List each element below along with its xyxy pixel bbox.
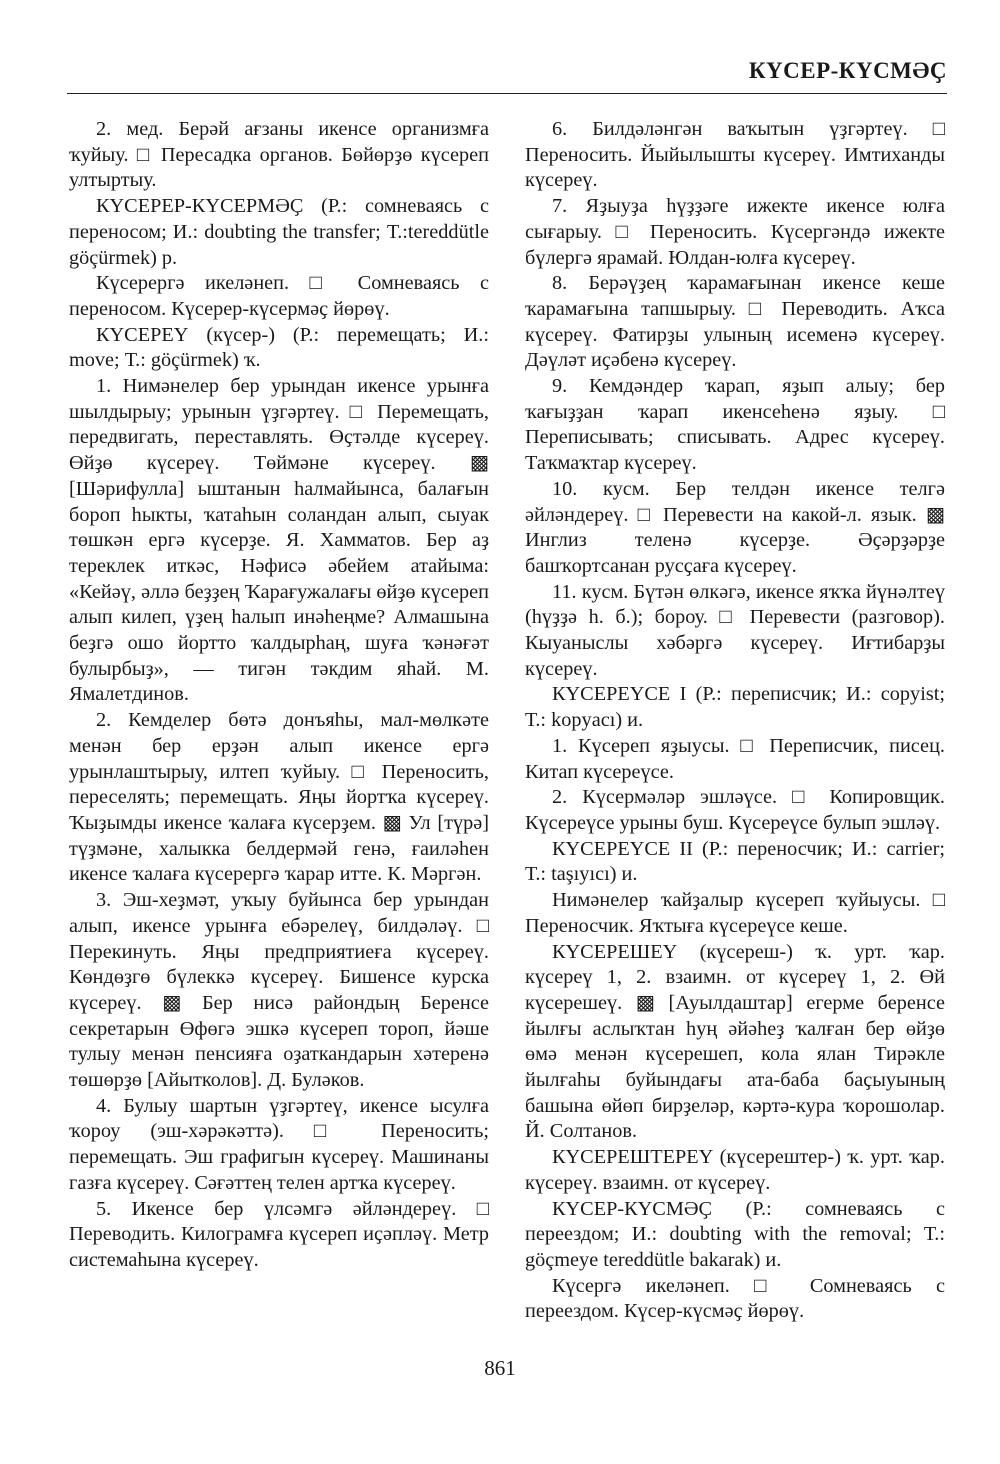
- entry-paragraph: 2. мед. Берәй ағзаны икенсе организмға ҡуйыу. □ Пересадка органов. Бөйөрҙө күсереп ултыртыу.: [69, 118, 489, 192]
- entry-paragraph: 10. кусм. Бер телдән икенсе телгә әйләндереү. □ Перевести на какой-л. язык. ▩ Инглиз теленә күсерҙе. Әҫәрҙәрҙе башҡортсанан русҫаға күсереү.: [525, 477, 945, 577]
- entry-paragraph: КҮСЕРЕҮ (күсер-) (Р.: перемещать; И.: move; Т.: göçürmek) ҡ.: [69, 323, 489, 372]
- entry-paragraph: 1. Нимәнелер бер урындан икенсе урынға шылдырыу; урынын үҙгәртеү. □ Перемещать, передвигать, переставлять. Өҫтәлде күсереү. Өйҙө күсереү. Төймәне күсереү. ▩ [Шәрифулла] ыштанын һалмайынса, балағын бороп һыкты, ҡатаһын соландан алып, сыуак төшкән ергә күсерҙе. Я. Хамматов. Бер аҙ тереклек иткәс, Нәфисә әбейем атайыма: «Кейәү, әллә беҙҙең Ҡарағужалағы өйҙө күсереп алып килеп, үҙең һалып инәһеңме? Алмашына беҙгә ошо йортто ҡалдырһаң, шуға ҡәнәғәт булырбыҙ», — тигән тәкдим яһай. М. Ямалетдинов.: [69, 375, 489, 706]
- entry-paragraph: 2. Күсермәләр эшләүсе. □ Копировщик. Күсереүсе урыны буш. Күсереүсе булып эшләү.: [525, 786, 945, 834]
- entry-paragraph: 4. Булыу шартын үҙгәртеү, икенсе ысулға ҡороу (эш-хәрәкәттә). □ Переносить; перемещать. Эш графигын күсереү. Машинаны газға күсереү. Сәғәттең телен артҡа күсереү.: [69, 1094, 489, 1194]
- entry-paragraph: 5. Икенсе бер үлсәмгә әйләндереү. □ Переводить. Килограмға күсереп иҫәпләү. Метр системаһына күсереү.: [69, 1197, 489, 1271]
- entry-paragraph: 6. Билдәләнгән ваҡытын үҙгәртеү. □ Переносить. Йыйылышты күсереү. Имтиханды күсереү.: [525, 118, 945, 192]
- entry-paragraph: 3. Эш-хеҙмәт, уҡыу буйынса бер урындан алып, икенсе урынға ебәрелеү, билдәләү. □ Перекинуть. Яңы предприятиеға күсереү. Көндөҙгө бүлеккә күсереү. Бишенсе курска күсереү. ▩ Бер нисә районды‌ң Беренсе секретарын Өфөгә эшкә күсереп тороп, йәше тулыу менән пенсияға оҙаткандарын хәтеренә төшөрҙө [Айытколов]. Д. Буләков.: [69, 889, 489, 1092]
- left-column: [69, 117, 489, 1274]
- entry-paragraph: 7. Яҙыуҙа һүҙҙәге ижекте икенсе юлға сығарыу. □ Переносить. Күсергәндә ижекте бүлергә ярамай. Юлдан-юлға күсереү.: [525, 195, 945, 269]
- entry-paragraph: 8. Берәүҙең ҡарамағынан икенсе кеше ҡарамағына тапшырыу. □ Переводить. Аҡса күсереү. Фатирҙы улының исеменә күсереү. Дәүләт иҫәбенә күсереү.: [525, 272, 945, 372]
- entry-paragraph: 11. кусм. Бүтән өлкәгә, икенсе яҡҡа йүнәлтеү (һүҙҙә һ. б.); бороу. □ Перевести (разговор). Кыуаныслы хәбәргә күсереү. Иғтибарҙы күсереү.: [525, 580, 945, 680]
- entry-paragraph: 2. Кемделер бөтә донъяһы, мал-мөлкәте менән бер ерҙән алып икенсе ергә урынлаштырыу, илтеп ҡуйыу. □ Переносить, переселять; перемещать. Яңы йортҡа күсереү. Ҡыҙымды икенсе ҡалаға күсерҙем. ▩ Ул [түрә] түҙмәне, халыкка белдермәй генә, ғаиләһен икенсе ҡалаға күсерергә ҡарар итте. К. Мәргән.: [69, 709, 489, 886]
- entry-paragraph: Нимәнелер ҡайҙалыр күсереп ҡуйыусы. □ Переносчик. Яҡтыға күсереүсе кеше.: [525, 889, 945, 937]
- entry-paragraph: Күсерергә икеләнеп. □ Сомневаясь с переносом. Күсерер-күсермәҫ йөрөү.: [69, 272, 489, 320]
- entry-paragraph: КҮСЕРЕҮСЕ II (Р.: переносчик; И.: carrier; Т.: taşıyıcı) и.: [525, 837, 945, 886]
- running-head: КҮСЕР-КҮСМӘҪ: [748, 58, 947, 83]
- entry-paragraph: КҮСЕР-КҮСМӘҪ (Р.: сомневаясь с переездом; И.: doubting with the removal; Т.: göçmeye tereddütle bakarak) и.: [525, 1197, 945, 1271]
- entry-paragraph: 1. Күсереп яҙыусы. □ Переписчик, писец. Китап күсереүсе.: [525, 734, 945, 783]
- entry-paragraph: КҮСЕРЕШЕҮ (күсереш-) ҡ. урт. ҡар. күсереү 1, 2. взаимн. от күсереү 1, 2. Өй күсерешеү. ▩ [Ауылдаштар] егерме беренсе йылғы аслыҡтан һуң әйәһеҙ ҡалған бер өйҙө өмә менән күсерешеп, кола ялан Тирәкле йылғаһы буйындағы ата-баба баҫыуының башына өйөп бирҙеләр, кәртә-кура ҡорошолар. Й. Солтанов.: [525, 940, 945, 1143]
- entry-paragraph: Күсергә икеләнеп. □ Сомневаясь с переездом. Күсер-күсмәҫ йөрөү.: [525, 1274, 945, 1323]
- entry-paragraph: КҮСЕРЕШТЕРЕҮ (күсерештер-) ҡ. урт. ҡар. күсереү. взаимн. от күсереү.: [525, 1146, 945, 1194]
- entry-paragraph: КҮСЕРЕҮСЕ I (Р.: переписчик; И.: copyist; Т.: koрyacı) и.: [525, 683, 945, 732]
- page-number: 861: [484, 1356, 516, 1380]
- header-rule: [67, 93, 947, 94]
- right-column: [525, 117, 945, 1325]
- entry-paragraph: 9. Кемдәндер ҡарап, яҙып алыу; бер ҡағыҙҙан ҡарап икенсеһенә яҙыу. □ Переписывать; списывать. Адрес күсереү. Таҡмаҡтар күсереү.: [525, 375, 945, 475]
- entry-paragraph: КҮСЕРЕР-КҮСЕРМӘҪ (Р.: сомневаясь с переносом; И.: doubting the transfer; Т.:tereddütle göçürmek) р.: [69, 195, 489, 269]
